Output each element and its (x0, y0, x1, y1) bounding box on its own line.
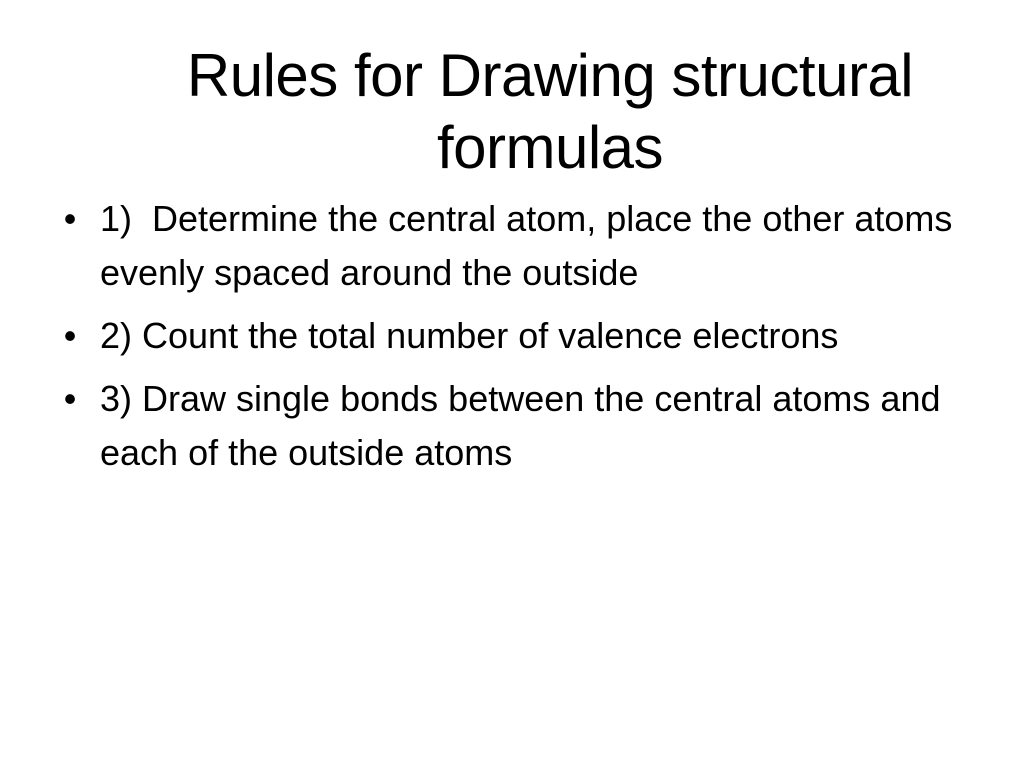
bullet-marker: • (63, 378, 77, 419)
bullet-text: 3) Draw single bonds between the central atoms and each of the outside atoms (100, 378, 951, 473)
bullet-item (60, 372, 960, 480)
bullet-item (60, 192, 963, 300)
bullet-text: 1) Determine the central atom, place the other atoms evenly spaced around the outside (100, 198, 963, 293)
bullet-marker: • (63, 198, 77, 239)
bullet-marker: • (63, 315, 77, 356)
slide-title: Rules for Drawing structural formulas (186, 42, 914, 181)
bullet-text: 2) Count the total number of valence electrons (100, 315, 839, 356)
bullet-item (60, 309, 960, 363)
bullet-list (60, 192, 963, 489)
